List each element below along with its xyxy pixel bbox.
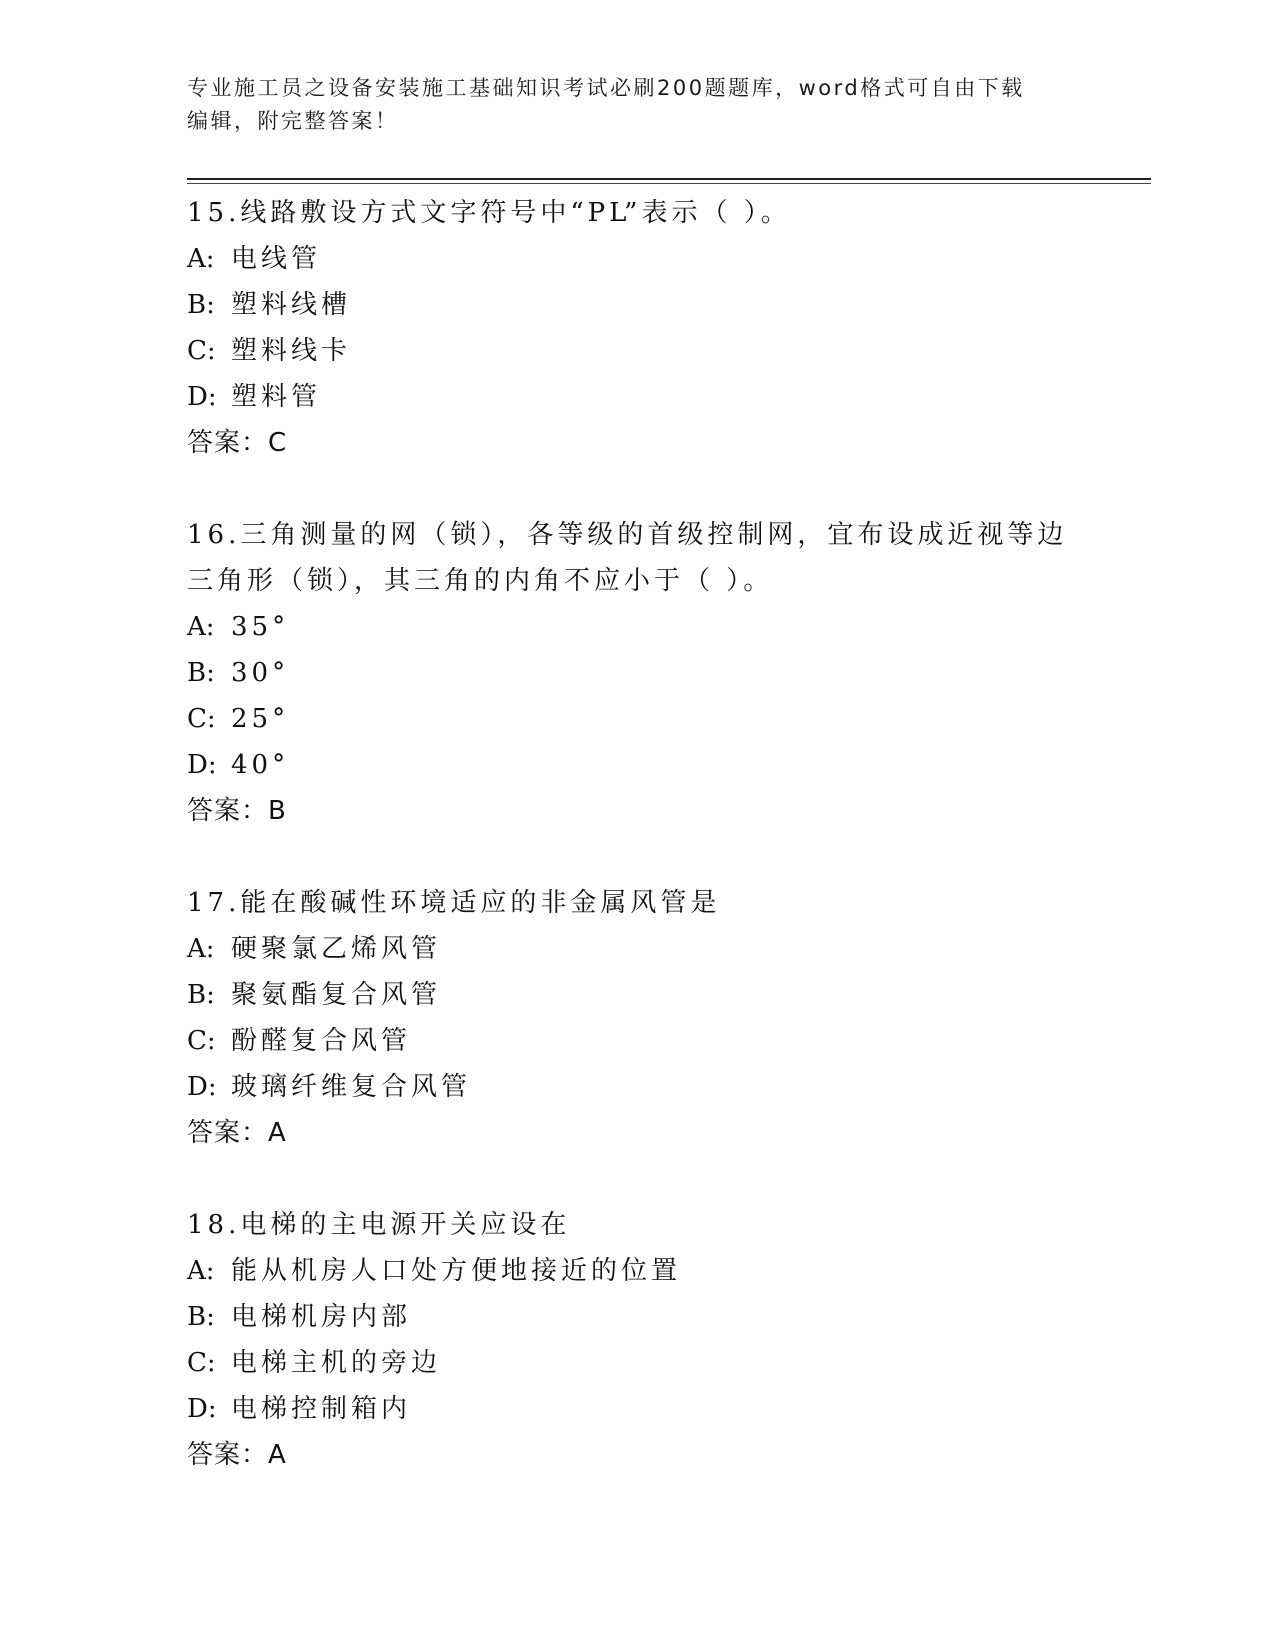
option-letter: C: <box>187 1026 216 1056</box>
option-text: 30° <box>231 658 290 688</box>
answer-label: 答案： <box>187 1440 269 1470</box>
header-line-1: 专业施工员之设备安装施工基础知识考试必刷200题题库，word格式可自由下载 <box>187 76 1025 100</box>
option-d <box>187 374 1087 420</box>
option-b <box>187 650 1087 696</box>
option-letter: D: <box>187 382 217 412</box>
answer-line <box>187 1432 1087 1478</box>
option-text: 25° <box>231 704 290 734</box>
option-c <box>187 328 1087 374</box>
option-text: 酚醛复合风管 <box>231 1026 412 1056</box>
option-a <box>187 1248 1087 1294</box>
option-letter: A: <box>187 612 215 642</box>
option-text: 电梯主机的旁边 <box>231 1348 442 1378</box>
option-d <box>187 1064 1087 1110</box>
answer-value: A <box>268 1440 287 1470</box>
option-a <box>187 236 1087 282</box>
option-letter: D: <box>187 1072 217 1102</box>
option-letter: D: <box>187 750 217 780</box>
answer-value: A <box>268 1118 287 1148</box>
option-c <box>187 696 1087 742</box>
option-d <box>187 1386 1087 1432</box>
answer-line <box>187 788 1087 834</box>
option-c <box>187 1340 1087 1386</box>
option-b <box>187 1294 1087 1340</box>
answer-label: 答案： <box>187 1118 269 1148</box>
option-letter: B: <box>187 980 215 1010</box>
answer-label: 答案： <box>187 428 269 458</box>
question-18 <box>187 1202 1087 1478</box>
option-letter: A: <box>187 1256 215 1286</box>
option-letter: C: <box>187 1348 216 1378</box>
document-header <box>187 72 1087 138</box>
option-a <box>187 604 1087 650</box>
header-divider-thin <box>187 183 1151 184</box>
question-text: 16.三角测量的网（锁），各等级的首级控制网，宜布设成近视等边三角形（锁），其三角的内角不应小于（ ）。 <box>187 520 1068 596</box>
header-divider <box>187 178 1151 180</box>
option-text: 40° <box>231 750 290 780</box>
question-17 <box>187 880 1087 1156</box>
option-letter: B: <box>187 290 215 320</box>
answer-line <box>187 1110 1087 1156</box>
option-text: 聚氨酯复合风管 <box>231 980 442 1010</box>
option-c <box>187 1018 1087 1064</box>
question-text: 17.能在酸碱性环境适应的非金属风管是 <box>187 888 721 918</box>
answer-value: C <box>268 428 288 458</box>
option-text: 电梯控制箱内 <box>231 1394 412 1424</box>
option-text: 玻璃纤维复合风管 <box>231 1072 472 1102</box>
option-b <box>187 282 1087 328</box>
question-list <box>187 190 1087 1524</box>
option-letter: A: <box>187 244 215 274</box>
option-text: 硬聚氯乙烯风管 <box>231 934 442 964</box>
option-letter: A: <box>187 934 215 964</box>
header-line-2: 编辑，附完整答案！ <box>187 109 399 133</box>
question-text: 15.线路敷设方式文字符号中“PL”表示（ ）。 <box>187 198 791 228</box>
option-letter: D: <box>187 1394 217 1424</box>
option-text: 电线管 <box>231 244 322 274</box>
option-d <box>187 742 1087 788</box>
question-16 <box>187 512 1087 834</box>
option-letter: C: <box>187 704 216 734</box>
option-text: 塑料线卡 <box>231 336 352 366</box>
option-text: 塑料线槽 <box>231 290 352 320</box>
option-letter: C: <box>187 336 216 366</box>
option-b <box>187 972 1087 1018</box>
question-15 <box>187 190 1087 466</box>
option-text: 35° <box>231 612 290 642</box>
option-letter: B: <box>187 1302 215 1332</box>
answer-value: B <box>268 796 287 826</box>
option-text: 能从机房人口处方便地接近的位置 <box>231 1256 682 1286</box>
option-text: 塑料管 <box>231 382 322 412</box>
answer-line <box>187 420 1087 466</box>
option-text: 电梯机房内部 <box>231 1302 412 1332</box>
question-text: 18.电梯的主电源开关应设在 <box>187 1210 571 1240</box>
option-a <box>187 926 1087 972</box>
option-letter: B: <box>187 658 215 688</box>
answer-label: 答案： <box>187 796 269 826</box>
